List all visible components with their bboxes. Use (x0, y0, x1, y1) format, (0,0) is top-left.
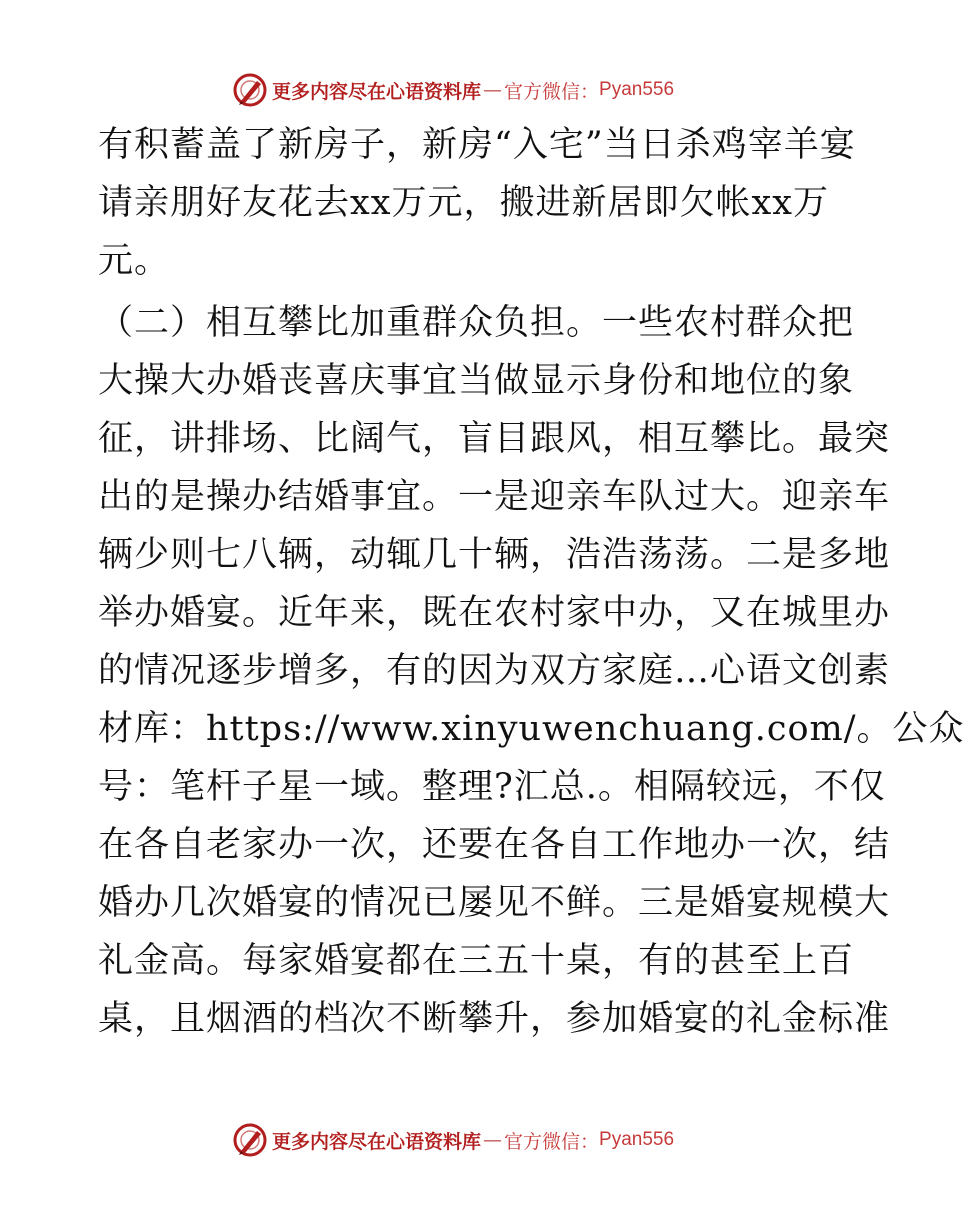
watermark-wechat-label: 官方微信： (504, 1130, 600, 1153)
watermark-wechat-id: Pyan556 (599, 1129, 675, 1150)
watermark-dash: — (483, 1129, 503, 1151)
text-line: 在各自老家办一次，还要在各自工作地办一次，结 (98, 825, 891, 865)
text-line: 材库：https://www.xinyuwenchuang.com/。公众 (98, 709, 965, 749)
footer-watermark (232, 1122, 752, 1158)
text-line: 大操大办婚丧喜庆事宜当做显示身份和地位的象 (98, 361, 855, 401)
text-line: 礼金高。每家婚宴都在三五十桌，有的甚至上百 (98, 941, 855, 981)
watermark-wechat-id: Pyan556 (599, 79, 675, 100)
header-watermark (232, 72, 752, 108)
text-line: 征，讲排场、比阔气，盲目跟风，相互攀比。最突 (98, 419, 891, 459)
document-body (98, 116, 965, 1048)
text-line: 出的是操办结婚事宜。一是迎亲车队过大。迎亲车 (98, 477, 891, 517)
paragraph-1 (98, 116, 858, 290)
watermark-site-text: 更多内容尽在心语资料库 (272, 1130, 482, 1153)
text-line: 有积蓄盖了新房子，新房“入宅”当日杀鸡宰羊宴 (98, 125, 856, 165)
pen-logo-icon (232, 72, 268, 108)
paragraph-2 (98, 294, 965, 1048)
watermark-dash: — (483, 79, 503, 101)
text-line: 桌，且烟酒的档次不断攀升，参加婚宴的礼金标准 (98, 999, 891, 1039)
text-line: 的情况逐步增多，有的因为双方家庭…心语文创素 (98, 651, 891, 691)
watermark-site-text: 更多内容尽在心语资料库 (272, 80, 482, 103)
text-line: （二）相互攀比加重群众负担。一些农村群众把 (98, 303, 855, 343)
text-line: 元。 (98, 241, 171, 281)
watermark-wechat-label: 官方微信： (504, 80, 600, 103)
text-line: 辆少则七八辆，动辄几十辆，浩浩荡荡。二是多地 (98, 535, 891, 575)
text-line: 举办婚宴。近年来，既在农村家中办，又在城里办 (98, 593, 891, 633)
pen-logo-icon (232, 1122, 268, 1158)
text-line: 婚办几次婚宴的情况已屡见不鲜。三是婚宴规模大 (98, 883, 891, 923)
text-line: 号：笔杆子星一域。整理?汇总.。相隔较远，不仅 (98, 767, 886, 807)
text-line: 请亲朋好友花去xx万元，搬进新居即欠帐xx万 (98, 183, 829, 223)
